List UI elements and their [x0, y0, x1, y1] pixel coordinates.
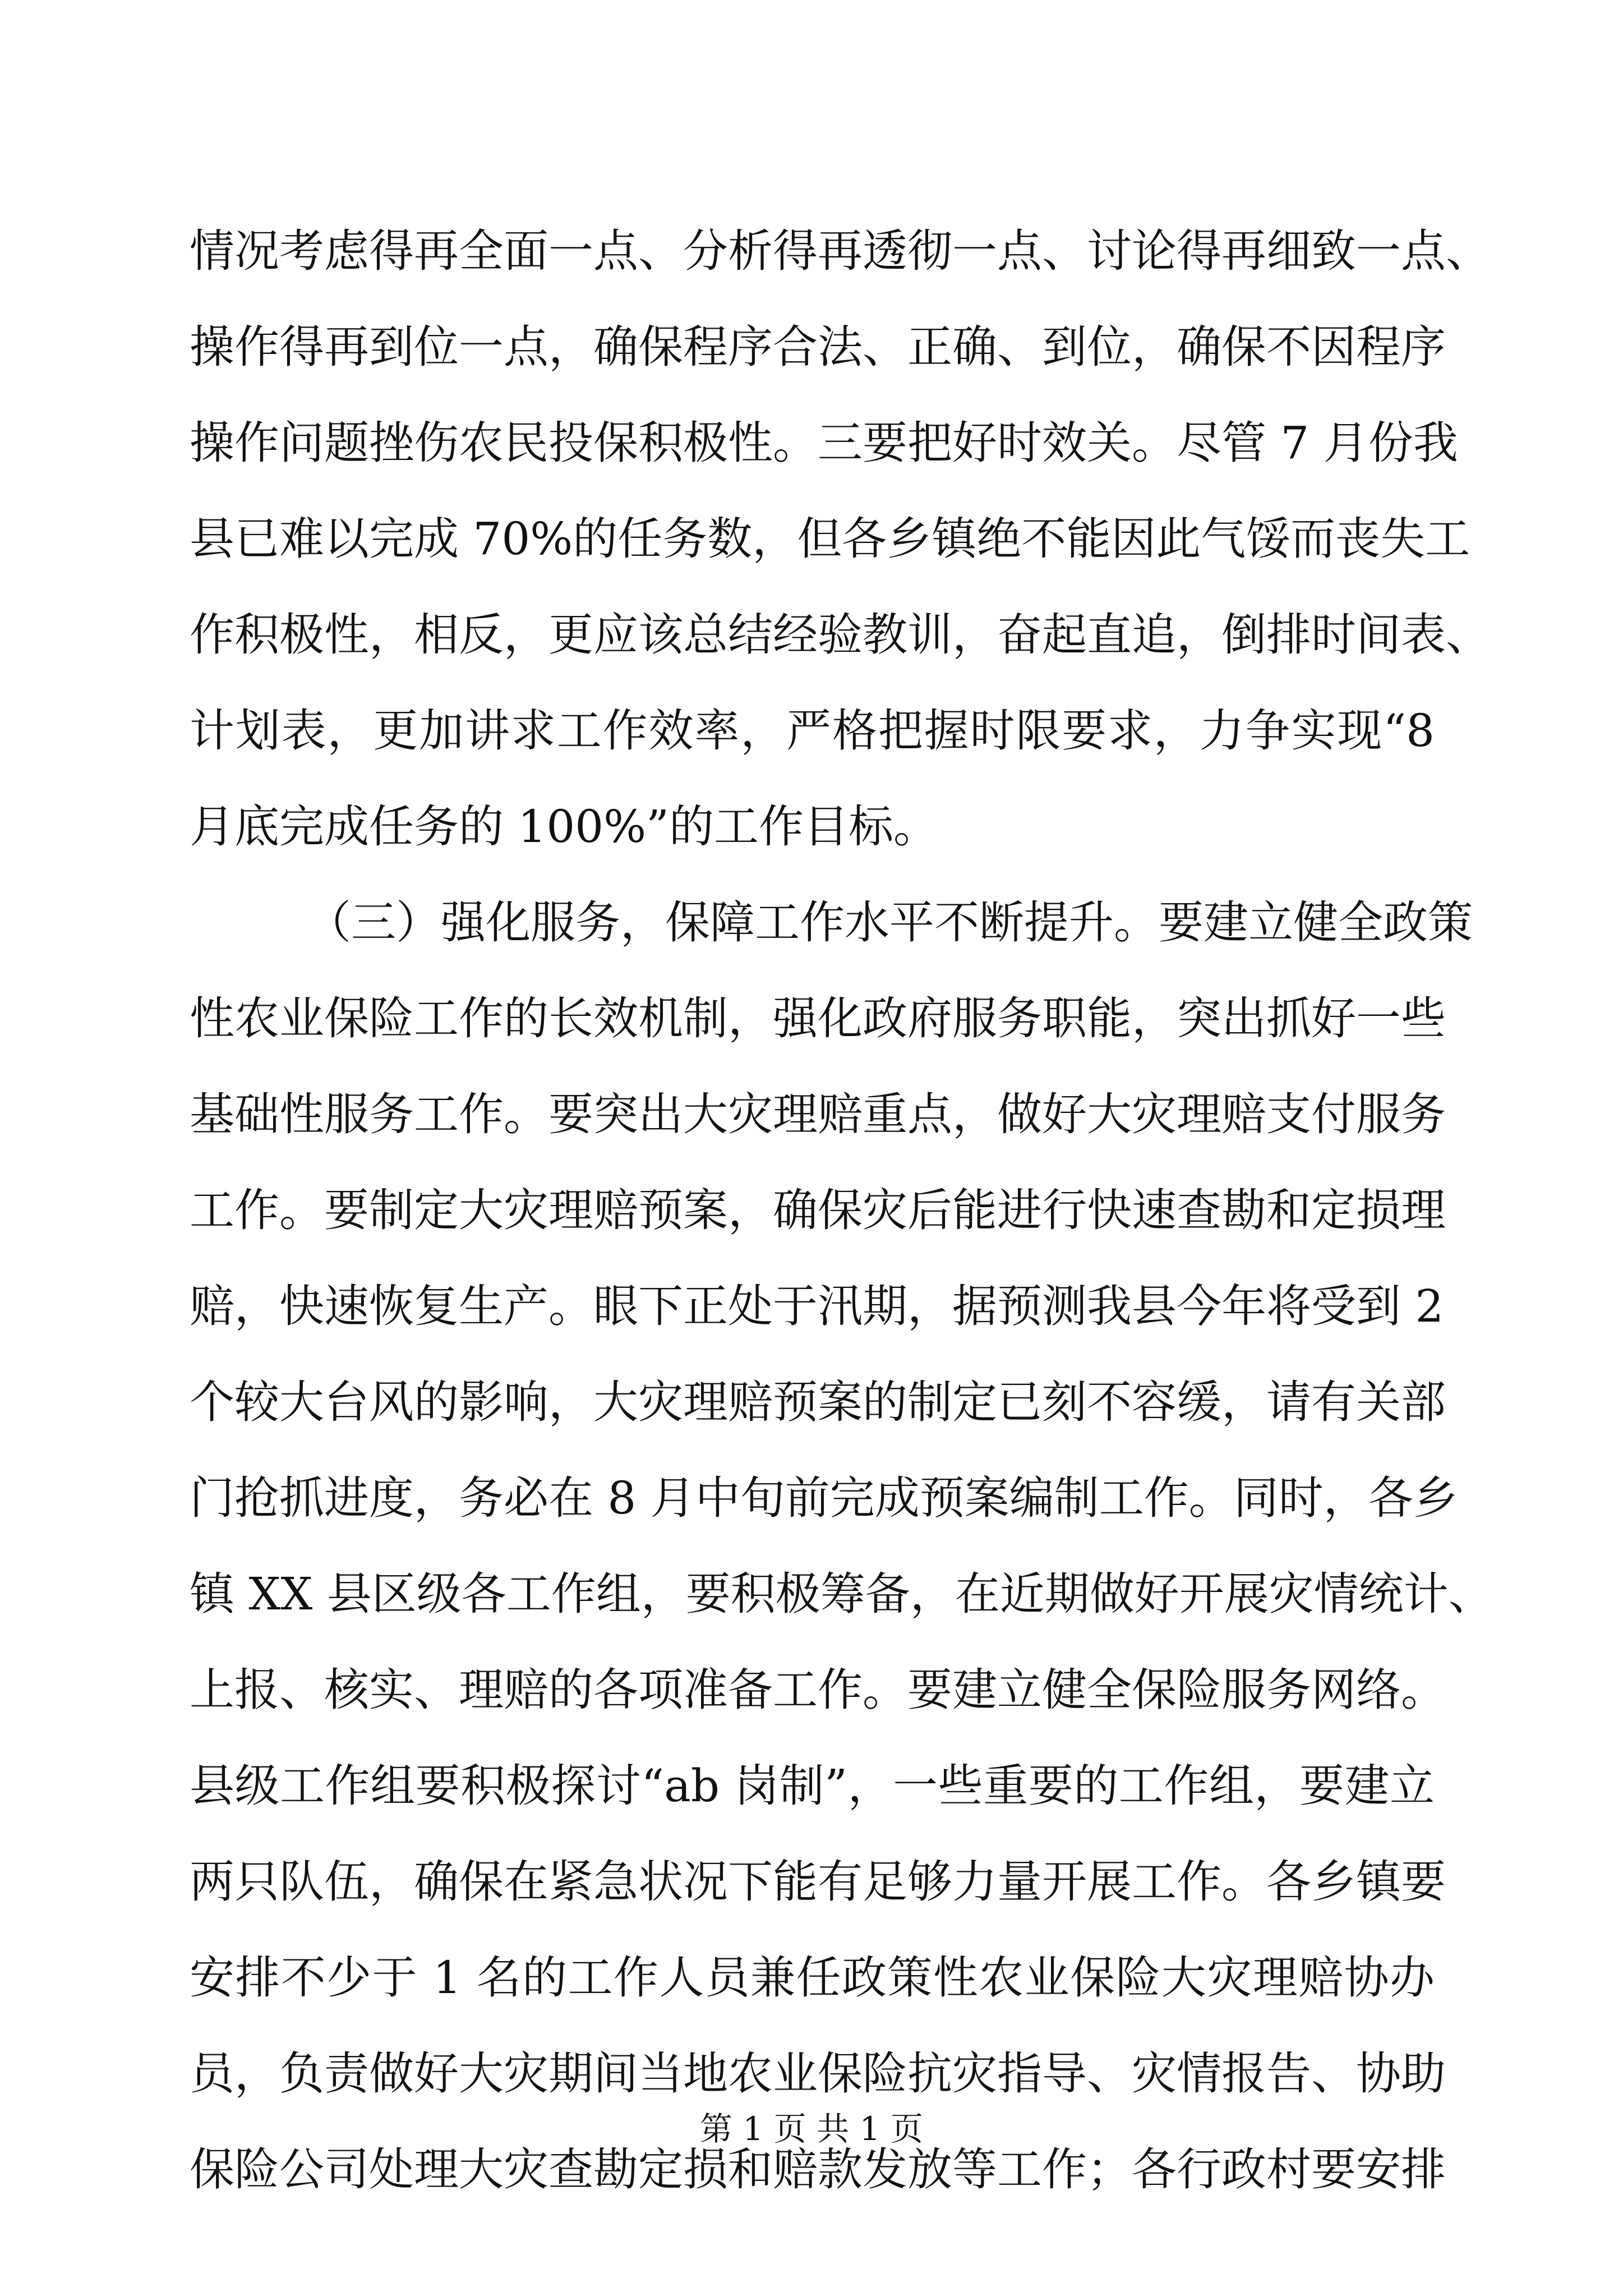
text-line: 两只队伍，确保在紧急状况下能有足够力量开展工作。各乡镇要 — [190, 1856, 1446, 1908]
text-line: 镇 XX 县区级各工作组，要积极筹备，在近期做好开展灾情统计、 — [190, 1568, 1493, 1620]
text-line: 操作问题挫伤农民投保积极性。三要把好时效关。尽管 7 月份我 — [190, 417, 1458, 469]
text-line: 赔，快速恢复生产。眼下正处于汛期，据预测我县今年将受到 2 — [190, 1280, 1444, 1332]
text-line: 作积极性，相反，更应该总结经验教训，奋起直追，倒排时间表、 — [190, 609, 1491, 661]
text-line: 县级工作组要积极探讨“ab 岗制”，一些重要的工作组，要建立 — [190, 1760, 1435, 1812]
text-line: 员，负责做好大灾期间当地农业保险抗灾指导、灾情报告、协助 — [190, 2047, 1446, 2100]
text-line: 安排不少于 1 名的工作人员兼任政策性农业保险大灾理赔协办 — [190, 1952, 1435, 2004]
text-line: 基础性服务工作。要突出大灾理赔重点，做好大灾理赔支付服务 — [190, 1088, 1446, 1140]
text-line: 县已难以完成 70%的任务数，但各乡镇绝不能因此气馁而丧失工 — [190, 513, 1470, 565]
text-line: 性农业保险工作的长效机制，强化政府服务职能，突出抓好一些 — [190, 992, 1446, 1045]
text-line: 操作得再到位一点，确保程序合法、正确、到位，确保不因程序 — [190, 321, 1446, 373]
text-line: 月底完成任务的 100%”的工作目标。 — [190, 800, 939, 853]
text-line: 个较大台风的影响，大灾理赔预案的制定已刻不容缓，请有关部 — [190, 1376, 1446, 1428]
page-number-footer: 第 1 页 共 1 页 — [700, 2110, 923, 2148]
text-line: 工作。要制定大灾理赔预案，确保灾后能进行快速查勘和定损理 — [190, 1184, 1446, 1236]
document-body — [190, 203, 1493, 2217]
text-line: 情况考虑得再全面一点、分析得再透彻一点、讨论得再细致一点、 — [190, 225, 1491, 277]
text-line: 门抢抓进度，务必在 8 月中旬前完成预案编制工作。同时，各乡 — [190, 1472, 1458, 1524]
text-line: 保险公司处理大灾查勘定损和赔款发放等工作；各行政村要安排 — [190, 2143, 1446, 2196]
paragraph-start-line: （三）强化服务，保障工作水平不断提升。要建立健全政策 — [306, 896, 1473, 949]
text-line: 上报、核实、理赔的各项准备工作。要建立健全保险服务网络。 — [190, 1664, 1446, 1716]
text-line: 计划表，更加讲求工作效率，严格把握时限要求，力争实现“8 — [190, 705, 1435, 757]
